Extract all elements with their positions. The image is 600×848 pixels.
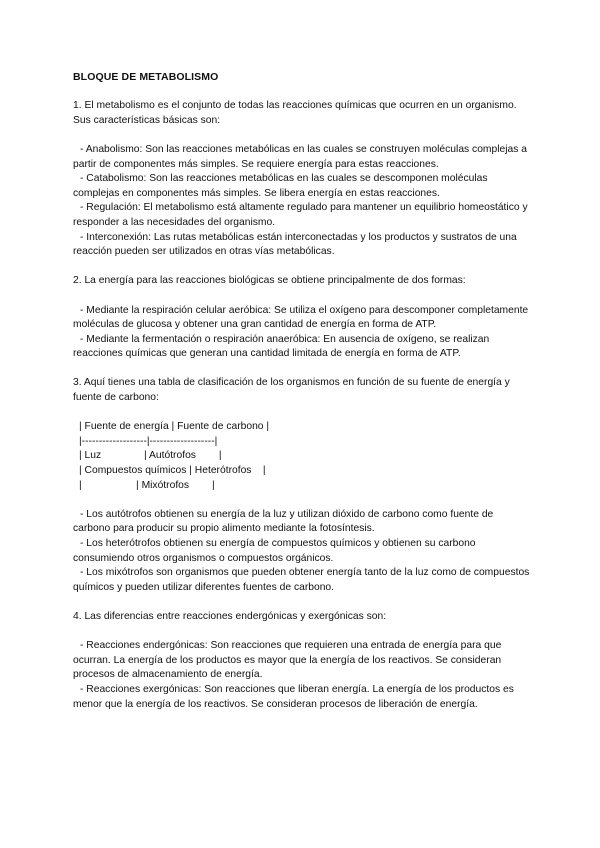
section-2-intro: 2. La energía para las reacciones biológicas se obtiene principalmente de dos formas: — [73, 275, 466, 287]
document-title: BLOQUE DE METABOLISMO — [73, 71, 219, 83]
list-item: - Los mixótrofos son organismos que pueden obtener energía tanto de la luz como de compuestos químicos y pueden utilizar diferentes fuentes de carbono. — [73, 567, 530, 593]
list-item: - Regulación: El metabolismo está altamente regulado para mantener un equilibrio homeostático y responder a las necesidades del organismo. — [73, 202, 528, 228]
table-row: | Fuente de energía | Fuente de carbono | — [79, 421, 270, 433]
table-row: |-------------------|-------------------| — [79, 435, 218, 447]
table-row: | Compuestos químicos | Heterótrofos | — [79, 465, 266, 477]
list-item: - Mediante la respiración celular aeróbica: Se utiliza el oxígeno para descomponer completamente moléculas de glucosa y obtener una gran cantidad de energía en forma de ATP. — [73, 304, 529, 331]
list-item: - Anabolismo: Son las reacciones metabólicas en las cuales se construyen moléculas complejas a partir de componentes más simples. Se requiere energía para estas reacciones. — [73, 143, 527, 170]
list-item: - Los heterótrofos obtienen su energía de compuestos químicos y obtienen su carbono consumiendo otros organismos o compuestos orgánicos. — [73, 538, 476, 564]
table-row: | | Mixótrofos | — [79, 479, 215, 491]
section-4-list — [73, 639, 531, 712]
section-1-list — [73, 143, 531, 260]
list-item: - Mediante la fermentación o respiración anaeróbica: En ausencia de oxígeno, se realizan reacciones químicas que generan una cantidad limitada de energía en forma de ATP. — [73, 333, 490, 360]
document-body — [73, 70, 531, 727]
list-item: - Los autótrofos obtienen su energía de la luz y utilizan dióxido de carbono como fuente de carbono para producir su propio alimento mediante la fotosíntesis. — [73, 508, 494, 535]
section-3-list — [73, 508, 531, 596]
section-3-intro: 3. Aquí tienes una tabla de clasificación de los organismos en función de su fuente de energía y fuente de carbono: — [73, 377, 510, 404]
classification-table — [73, 420, 531, 493]
table-row: | Luz | Autótrofos | — [79, 450, 222, 462]
list-item: - Reacciones endergónicas: Son reacciones que requieren una entrada de energía para que ocurran. La energía de los productos es mayor que la energía de los reactivos. Se consideran procesos de almacenamiento de energía. — [73, 640, 502, 681]
list-item: - Catabolismo: Son las reacciones metabólicas en las cuales se descomponen moléculas complejas en componentes más simples. Se libera energía en estas reacciones. — [73, 173, 488, 199]
list-item: - Interconexión: Las rutas metabólicas están interconectadas y los productos y sustratos de una reacción pueden ser utilizados en otras vías metabólicas. — [73, 231, 517, 258]
section-2-list — [73, 304, 531, 362]
list-item: - Reacciones exergónicas: Son reacciones que liberan energía. La energía de los productos es menor que la energía de los reactivos. Se consideran procesos de liberación de energía. — [73, 683, 514, 710]
section-4-intro: 4. Las diferencias entre reacciones endergónicas y exergónicas son: — [73, 610, 387, 622]
section-1-intro: 1. El metabolismo es el conjunto de todas las reacciones químicas que ocurren en un organismo. Sus características básicas son: — [73, 100, 517, 126]
